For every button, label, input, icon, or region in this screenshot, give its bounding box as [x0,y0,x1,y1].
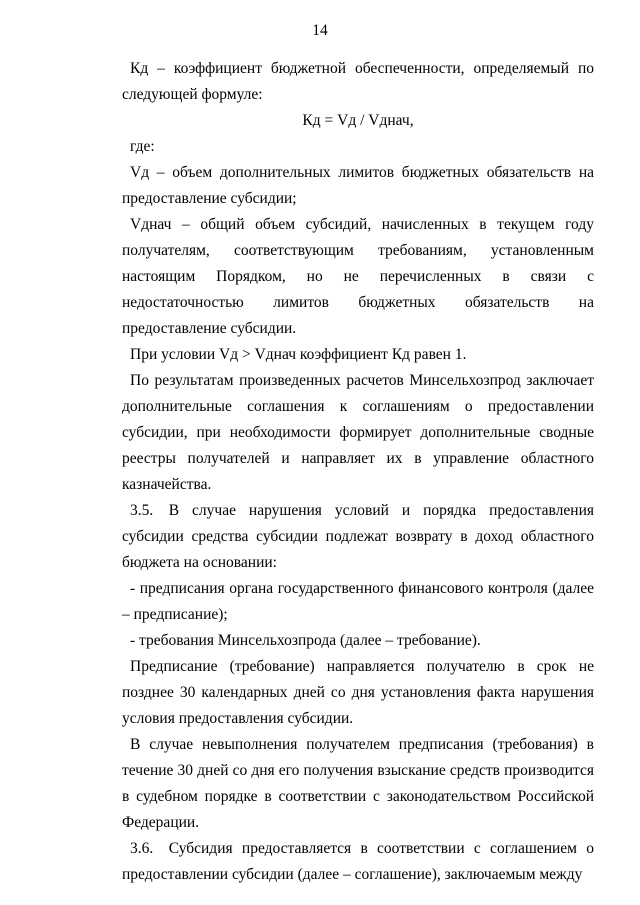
list-item-prescription: - предписания органа государственного финансового контроля (далее – предписание); [122,580,594,623]
paragraph-3-6: 3.6. Субсидия предоставляется в соответствии с соглашением о предоставлении субсидии (далее – соглашение), заключаемым между [122,840,594,883]
formula: Кд = Vд / Vднач, [302,112,414,129]
paragraph-non-compliance: В случае невыполнения получателем предписания (требования) в течение 30 дней со дня его получения взыскание средств производится в судебном порядке в соответствии с законодательством Российской Федерации. [122,736,594,831]
paragraph-kd-definition: Кд – коэффициент бюджетной обеспеченности, определяемый по следующей формуле: [122,60,594,103]
paragraph-prescription-deadline: Предписание (требование) направляется получателю в срок не позднее 30 календарных дней со дня установления факта нарушения условия предоставления субсидии. [122,658,594,727]
list-item-requirement: - требования Минсельхозпрода (далее – требование). [130,632,481,649]
paragraph-vdnach-definition: Vднач – общий объем субсидий, начисленных в текущем году получателям, соответствующим требованиям, установленным настоящим Порядком, но не перечисленных в связи с недостаточностью лимитов бюджетных обязательств на предоставление субсидии. [122,216,594,337]
page-number: 14 [312,22,328,39]
paragraph-where: где: [130,138,155,155]
paragraph-calculation-results: По результатам произведенных расчетов Минсельхозпрод заключает дополнительные соглашения к соглашениям о предоставлении субсидии, при необходимости формирует дополнительные сводные реестры получателей и направляет их в управление областного казначейства. [122,372,594,493]
paragraph-vd-definition: Vд – объем дополнительных лимитов бюджетных обязательств на предоставление субсидии; [122,164,594,207]
paragraph-condition: При условии Vд > Vднач коэффициент Кд равен 1. [130,346,467,363]
paragraph-3-5: 3.5. В случае нарушения условий и порядка предоставления субсидии средства субсидии подлежат возврату в доход областного бюджета на основании: [122,502,594,571]
document-body [122,56,594,888]
